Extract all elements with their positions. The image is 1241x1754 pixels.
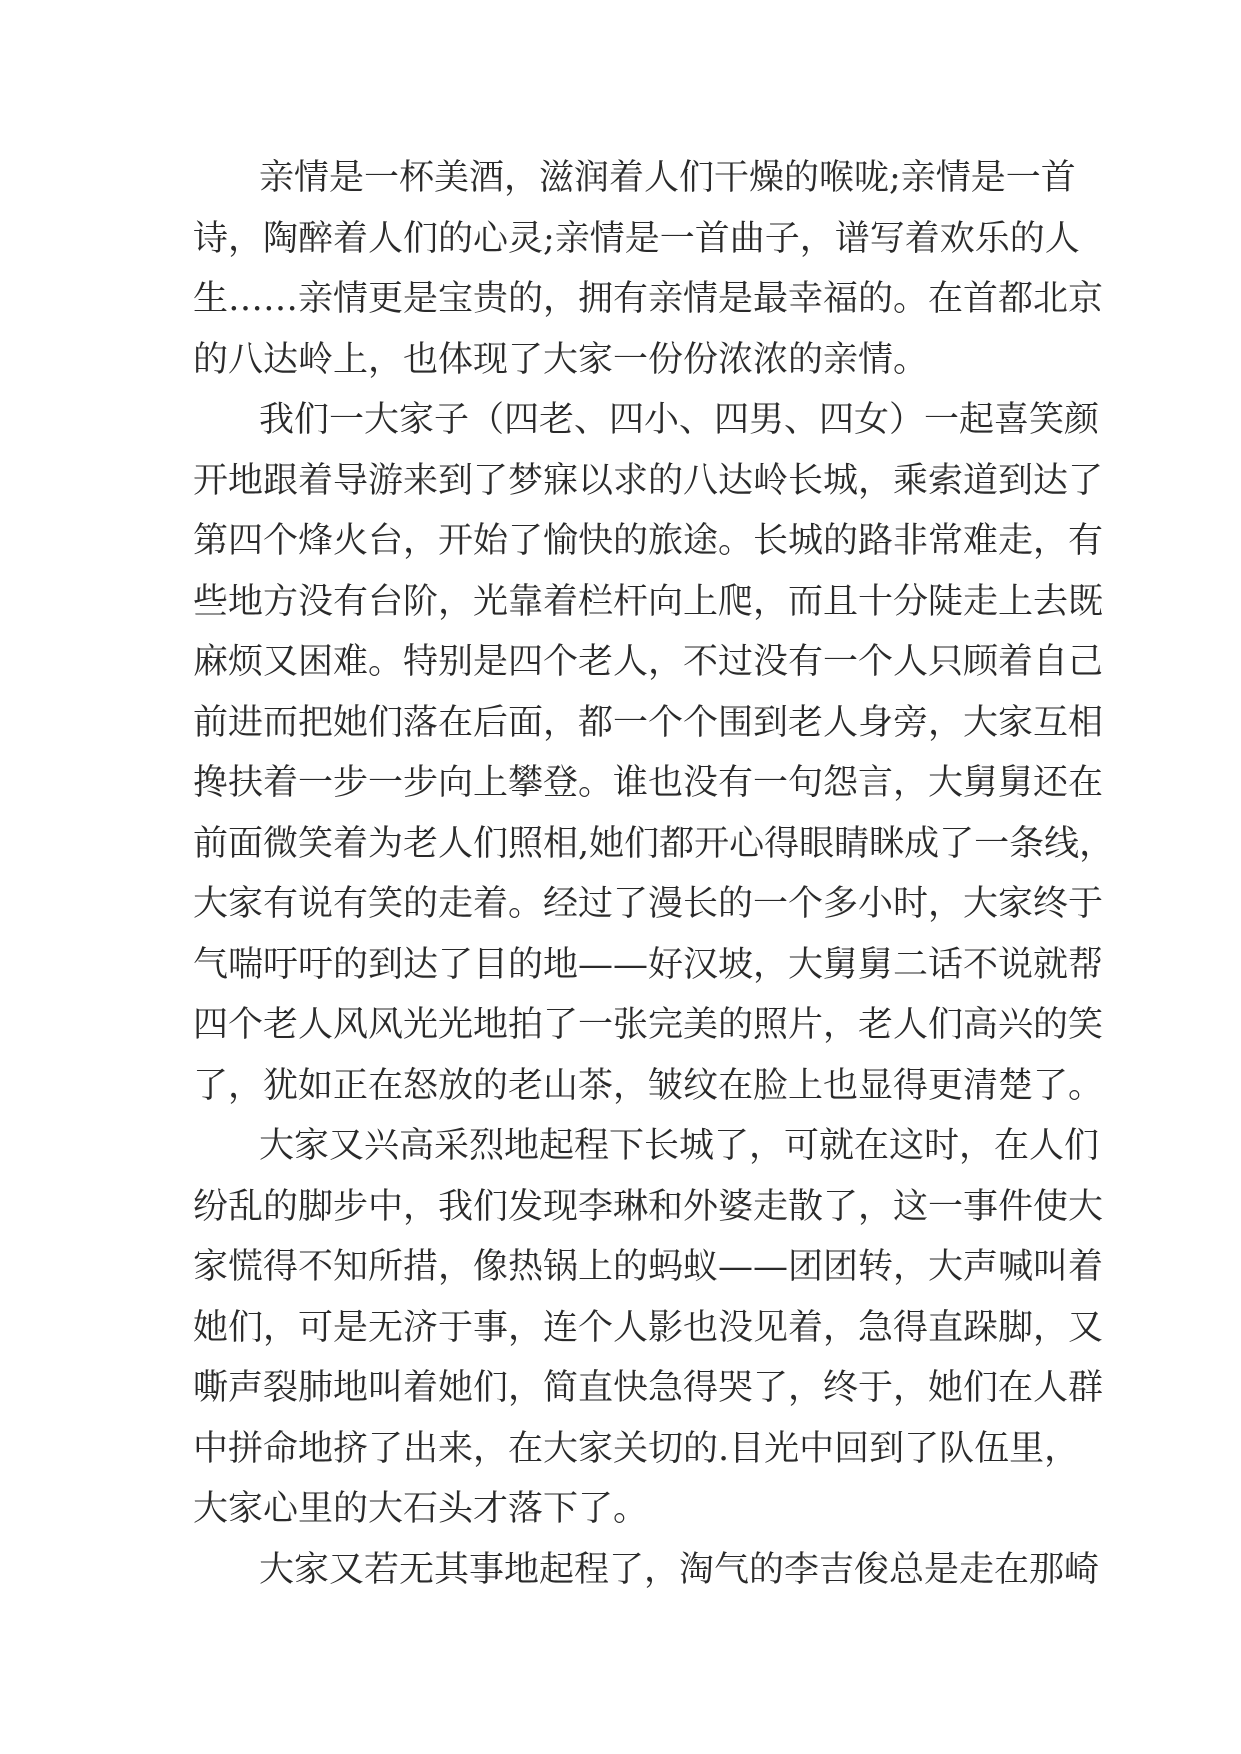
paragraph-3-line-2: 纷乱的脚步中，我们发现李琳和外婆走散了，这一事件使大 — [193, 1186, 1104, 1227]
paragraph-2-line-10: 气喘吁吁的到达了目的地——好汉坡，大舅舅二话不说就帮 — [193, 944, 1104, 985]
paragraph-3-line-1: 大家又兴高采烈地起程下长城了，可就在这时，在人们 — [259, 1126, 1100, 1166]
paragraph-2-line-12: 了，犹如正在怒放的老山茶，皱纹在脸上也显得更清楚了。 — [193, 1065, 1104, 1106]
paragraph-3-line-4: 她们，可是无济于事，连个人影也没见着，急得直跺脚，又 — [193, 1307, 1104, 1348]
paragraph-2-line-1: 我们一大家子（四老、四小、四男、四女）一起喜笑颜 — [259, 400, 1100, 440]
paragraph-2-line-5: 麻烦又困难。特别是四个老人，不过没有一个人只顾着自己 — [193, 642, 1104, 682]
paragraph-3-line-6: 中拼命地挤了出来，在大家关切的.目光中回到了队伍里， — [193, 1428, 1080, 1469]
paragraph-2-line-2: 开地跟着导游来到了梦寐以求的八达岭长城，乘索道到达了 — [193, 460, 1104, 501]
paragraph-1-line-2: 诗，陶醉着人们的心灵;亲情是一首曲子，谱写着欢乐的人 — [193, 218, 1080, 259]
paragraph-2-line-9: 大家有说有笑的走着。经过了漫长的一个多小时，大家终于 — [193, 884, 1104, 924]
paragraph-2-line-3: 第四个烽火台，开始了愉快的旅途。长城的路非常难走，有 — [193, 521, 1104, 561]
paragraph-1-line-4: 的八达岭上，也体现了大家一份份浓浓的亲情。 — [193, 339, 929, 380]
paragraph-2-line-11: 四个老人风风光光地拍了一张完美的照片，老人们高兴的笑 — [193, 1005, 1104, 1045]
paragraph-2-line-6: 前进而把她们落在后面，都一个个围到老人身旁，大家互相 — [193, 702, 1104, 743]
body-text — [193, 158, 1115, 1610]
paragraph-3-line-7: 大家心里的大石头才落下了。 — [193, 1489, 649, 1529]
paragraph-4-line-1: 大家又若无其事地起程了，淘气的李吉俊总是走在那崎 — [259, 1549, 1100, 1590]
paragraph-2-line-8: 前面微笑着为老人们照相,她们都开心得眼睛眯成了一条线， — [193, 823, 1115, 864]
paragraph-1-line-3: 生……亲情更是宝贵的，拥有亲情是最幸福的。在首都北京 — [193, 279, 1104, 319]
paragraph-1-line-1: 亲情是一杯美酒，滋润着人们干燥的喉咙;亲情是一首 — [259, 158, 1076, 198]
paragraph-3-line-5: 嘶声裂肺地叫着她们，简直快急得哭了，终于，她们在人群 — [193, 1368, 1104, 1408]
paragraph-2-line-4: 些地方没有台阶，光靠着栏杆向上爬，而且十分陡走上去既 — [193, 581, 1104, 622]
paragraph-3-line-3: 家慌得不知所措，像热锅上的蚂蚁——团团转，大声喊叫着 — [193, 1247, 1104, 1287]
paragraph-2-line-7: 搀扶着一步一步向上攀登。谁也没有一句怨言，大舅舅还在 — [193, 763, 1104, 803]
